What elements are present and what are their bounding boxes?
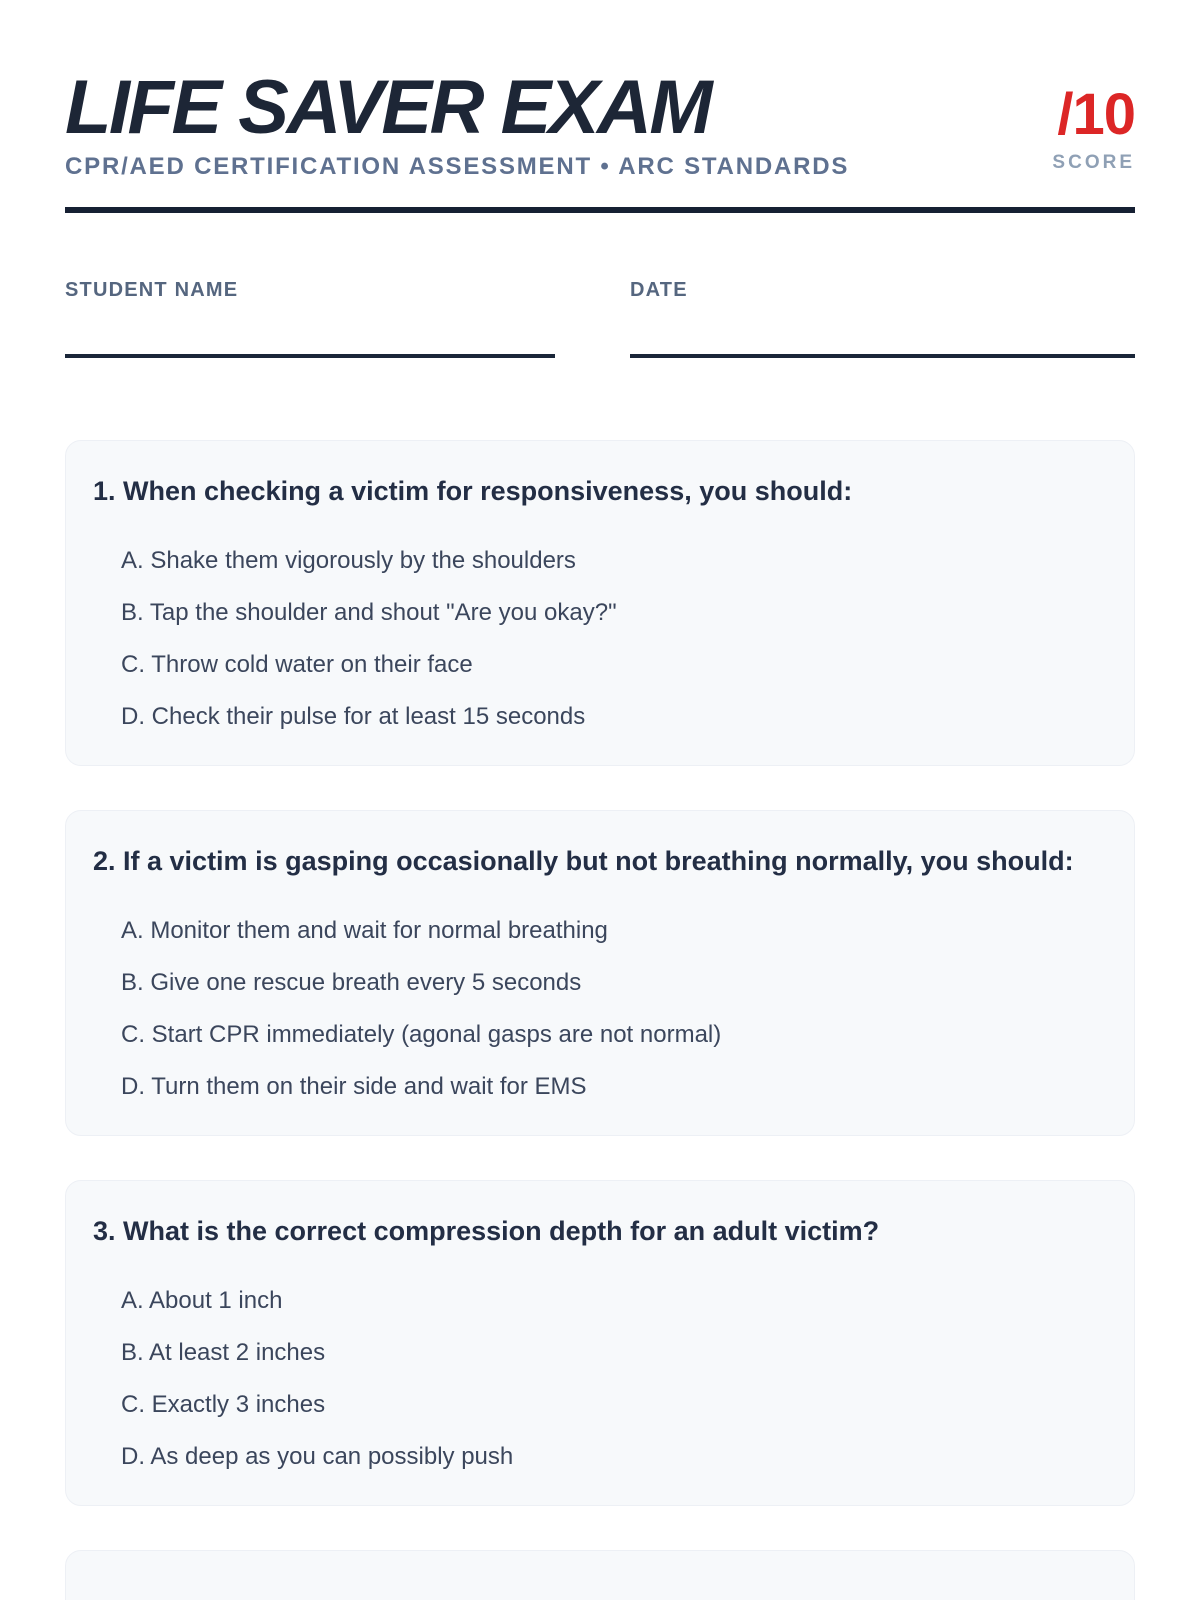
student-name-label: STUDENT NAME (65, 279, 239, 301)
page-subtitle: CPR/AED CERTIFICATION ASSESSMENT • ARC STANDARDS (65, 153, 850, 180)
date-field (630, 279, 1135, 358)
question-card (65, 810, 1135, 1136)
question-card (65, 440, 1135, 766)
question-option: A. Shake them vigorously by the shoulders (121, 546, 576, 574)
question-prompt: 3. What is the correct compression depth for an adult victim? (93, 1215, 880, 1246)
question-option: B. At least 2 inches (121, 1338, 326, 1366)
score-label: SCORE (1052, 152, 1135, 173)
date-label: DATE (630, 279, 688, 301)
score-block (1052, 82, 1135, 174)
question-prompt: 1. When checking a victim for responsiveness, you should: (93, 476, 853, 506)
question-option: C. Exactly 3 inches (121, 1390, 326, 1418)
question-option: C. Throw cold water on their face (121, 650, 473, 678)
header-divider (65, 207, 1135, 213)
question-options (93, 916, 1094, 1100)
question-option: D. As deep as you can possibly push (121, 1442, 514, 1470)
question-options (93, 1286, 1094, 1470)
student-info-row (65, 279, 1135, 358)
student-name-field (65, 279, 555, 358)
exam-header (65, 0, 1135, 213)
score-value: /10 (1057, 82, 1135, 147)
question-option: D. Check their pulse for at least 15 seconds (121, 702, 586, 730)
question-options (93, 546, 1094, 730)
question-option: B. Give one rescue breath every 5 seconds (121, 968, 582, 996)
question-card-partial (65, 1550, 1135, 1600)
page-title: LIFE SAVER EXAM (65, 65, 711, 150)
question-card (65, 1180, 1135, 1506)
question-option: A. About 1 inch (121, 1286, 283, 1314)
question-option: C. Start CPR immediately (agonal gasps are not normal) (121, 1020, 722, 1048)
question-option: B. Tap the shoulder and shout "Are you okay?" (121, 598, 617, 626)
question-option: D. Turn them on their side and wait for EMS (121, 1072, 587, 1100)
questions-list (65, 440, 1135, 1600)
question-option: A. Monitor them and wait for normal breathing (121, 916, 608, 944)
question-prompt: 2. If a victim is gasping occasionally but not breathing normally, you should: (93, 845, 1074, 876)
